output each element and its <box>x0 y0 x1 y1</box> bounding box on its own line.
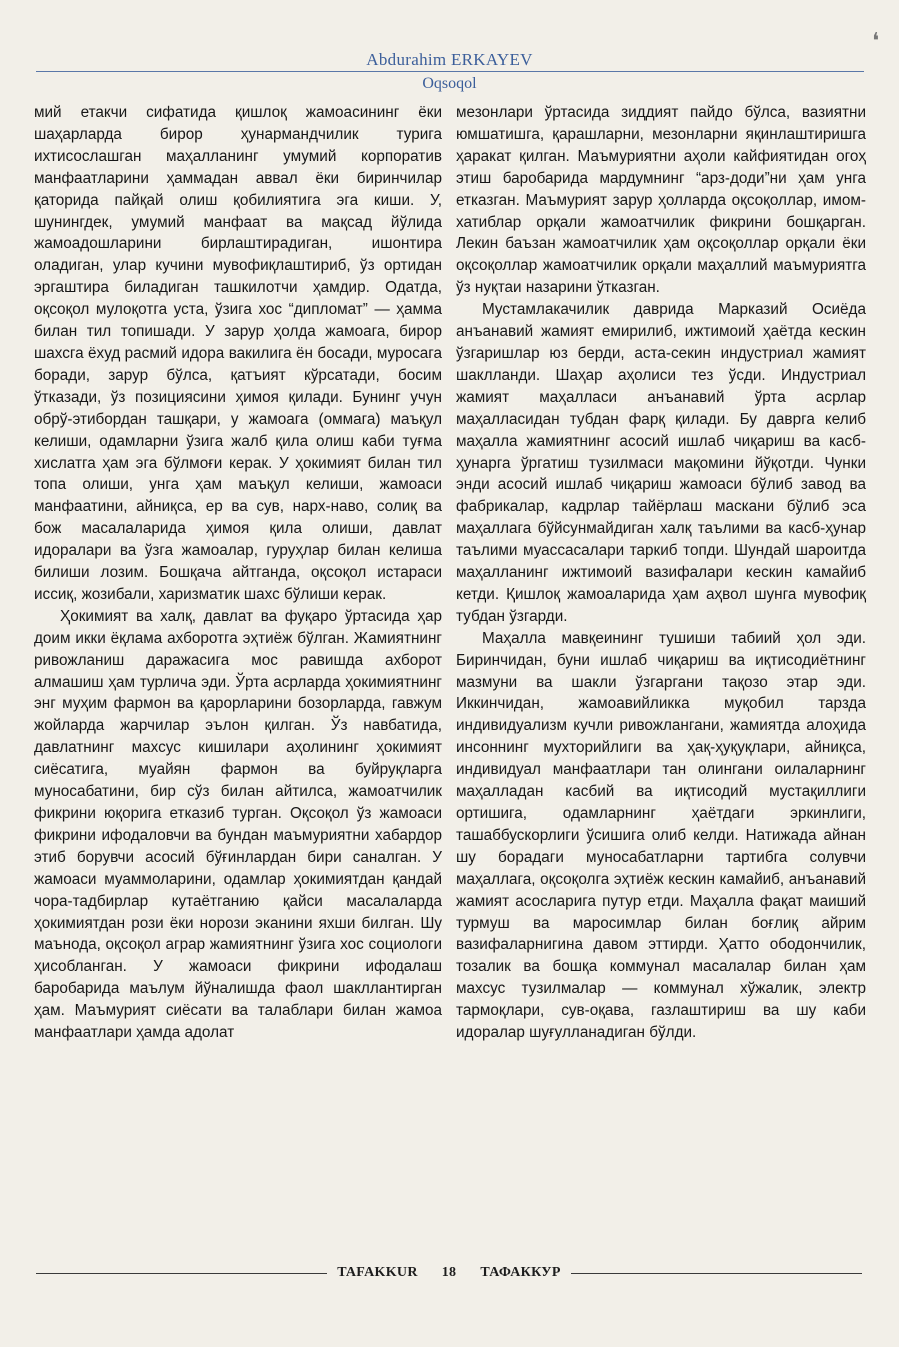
paragraph: мезонлари ўртасида зиддият пайдо бўлса, вазиятни юмшатишга, қарашларни, мезонларни яқинлаштиришга ҳаракат қилган. Маъмуриятни аҳоли кайфиятидан огоҳ этиш баробарида мардумнинг “арз-доди”ни ҳам унга етказган. Маъмурият зарур ҳолларда оқсоқоллар, имом-хатиблар орқали жамоатчилик фикрини бошқарган. Лекин баъзан жамоатчилик ҳам оқсоқоллар орқали ёки оқсоқоллар жамоатчилик орқали маҳаллий маъмуриятга ўз нуқтаи назарини ўтказган. <box>456 104 866 297</box>
author-name: Abdurahim ERKAYEV <box>366 50 533 69</box>
paragraph: Мустамлакачилик даврида Марказий Осиёда анъанавий жамият емирилиб, ижтимоий ҳаётда кескин ўзгаришлар юз берди, аста-секин индустриал жамият шаклланди. Шаҳар аҳолиси тез ўсди. Индустриал жамият маҳалласи анъанавий ўрта асрлар маҳалласидан тубдан фарқ қилади. Бу даврга келиб маҳалла жамиятнинг асосий ишлаб чиқариш ва касб-ҳунарга ўргатиш тузилмаси мақомини йўқотди. Чунки энди асосий ишлаб чиқариш жамоаси бўлиб завод ва фабрикалар, кадрлар тайёрлаш маскани бўлиб эса маҳаллага бўйсунмайдиган халқ таълими ва касб-ҳунар таълими муассасалари таркиб топди. Шундай шароитда маҳалланинг ижтимоий вазифалари кескин камайиб кетди. Қишлоқ жамоаларида ҳам аҳвол шунга мувофиқ тубдан ўзгарди. <box>456 301 866 625</box>
page-number: 18 <box>441 1265 457 1280</box>
paragraph: Маҳалла мавқеининг тушиши табиий ҳол эди. Биринчидан, буни ишлаб чиқариш ва иқтисодиётнинг мазмуни ва шакли ўзгаргани тақозо этар эди. Иккинчидан, жамоавийликка муқобил тарзда индивидуализм кучли ривожлангани, жамиятда алоҳида инсоннинг мухторийлиги ва ҳақ-ҳуқуқлари, айниқса, индивидуал манфаатлари тан олингани оилаларнинг маҳалладан касбий ва иқтисодий мустақиллиги ортишига, одамларнинг ҳаётдаги эркинлиги, ташаббускорлиги ўсишига олиб келди. Натижада айнан шу борадаги муносабатларни тартибга солувчи маҳаллага, оқсоқолга эҳтиёж кескин камайиб, анъанавий жамият асосларига путур етди. Маҳалла фақат маиший турмуш ва маросимлар билан боғлиқ айрим вазифаларнигина давом эттирди. Ҳатто ободончилик, тозалик ва бошқа коммунал масалалар билан ҳам махсус тузилмалар — коммунал хўжалик, электр тармоқлари, сув-оқава, газлаштириш ва шу каби идоралар шуғулланадиган бўлди. <box>456 629 866 1042</box>
footer-rule-right <box>571 1273 862 1274</box>
page-header <box>0 50 899 70</box>
page-footer <box>36 1262 862 1284</box>
corner-mark: ❛ <box>872 28 880 53</box>
footer-label-cyrillic: ТАФАККУР <box>480 1265 561 1280</box>
paragraph: Ҳокимият ва халқ, давлат ва фуқаро ўртасида ҳар доим икки ёқлама ахборотга эҳтиёж бўлган. Жамиятнинг ривожланиш даражасига мос равишда ахборот алмашиш ҳам турлича эди. Ўрта асрларда ҳокимиятнинг энг муҳим фармон ва қарорларини бозорларда, гавжум жойларда жарчилар эълон қилган. Ўз навбатида, давлатнинг махсус кишилари аҳолининг ҳокимият сиёсатига, муайян фармон ва буйруқларга муносабатини, бир сўз билан айтилса, жамоатчилик фикрини юқорига етказиб турган. Оқсоқол ўз жамоаси фикрини ифодаловчи ва бундан маъмуриятни хабардор этиб борувчи асосий бўғинлардан бири саналган. У жамоаси муаммоларини, одамлар ҳокимиятдан қандай чора-тадбирлар кутаётганию қайси масалаларда ҳокимиятдан рози ёки норози эканини яхши билган. Шу маънода, оқсоқол аграр жамиятнинг ўзига хос социологи ҳисобланган. У жамоаси фикрини ифодалаш баробарида маълум йўналишда фаол шакллантирган ҳам. Маъмурият сиёсати ва талаблари билан жамоа манфаатлари ҳамда адолат <box>34 607 442 1042</box>
article-subtitle: Oqsoqol <box>422 75 477 92</box>
paragraph: мий етакчи сифатида қишлоқ жамоасининг ёки шаҳарларда бирор ҳунармандчилик турига ихтисослашган маҳалланинг умумий корпоратив манфаатларини ҳаммадан аввал ёки биринчилар қаторида пайқай олиш қобилиятига эга киши. У, шунингдек, умумий манфаат ва мақсад йўлида жамоадошларини бирлаштирадиган, ишонтира оладиган, улар кучини мувофиқлаштириб, ўз ортидан эргаштира биладиган ташкилотчи ҳамдир. Одатда, оқсоқол мулоқотга уста, ўзига хос “дипломат” — ҳамма билан тил топишади. У зарур ҳолда жамоага, бирор шахсга ёхуд расмий идора вакилига ён босади, муросага боради, зарур бўлса, қатъият кўрсатади, босим ўтказади, ўз позициясини ҳимоя қилади. Бунинг учун обрў-этибордан ташқари, у жамоага (оммага) маъқул келиши, одамларни ўзига жалб қила олиш каби туғма хислатга ҳам эга бўлмоғи керак. У ҳокимият билан тил топа олиши, унга ҳам маъқул келиши, жамоаси манфаатини, айниқса, ер ва сув, нарх-наво, солиқ ва бож масалаларида ҳимоя қила олиши, давлат идоралари ва ўзга жамоалар, гуруҳлар билан келиша билиши лозим. Бошқача айтганда, оқсоқол истараси иссиқ, жозибали, харизматик шахс бўлиши керак. <box>34 104 442 603</box>
header-rule <box>36 71 864 72</box>
right-column <box>456 102 866 1044</box>
footer-label-latin: TAFAKKUR <box>337 1265 418 1280</box>
footer-rule-left <box>36 1273 327 1274</box>
left-column <box>34 102 442 1044</box>
